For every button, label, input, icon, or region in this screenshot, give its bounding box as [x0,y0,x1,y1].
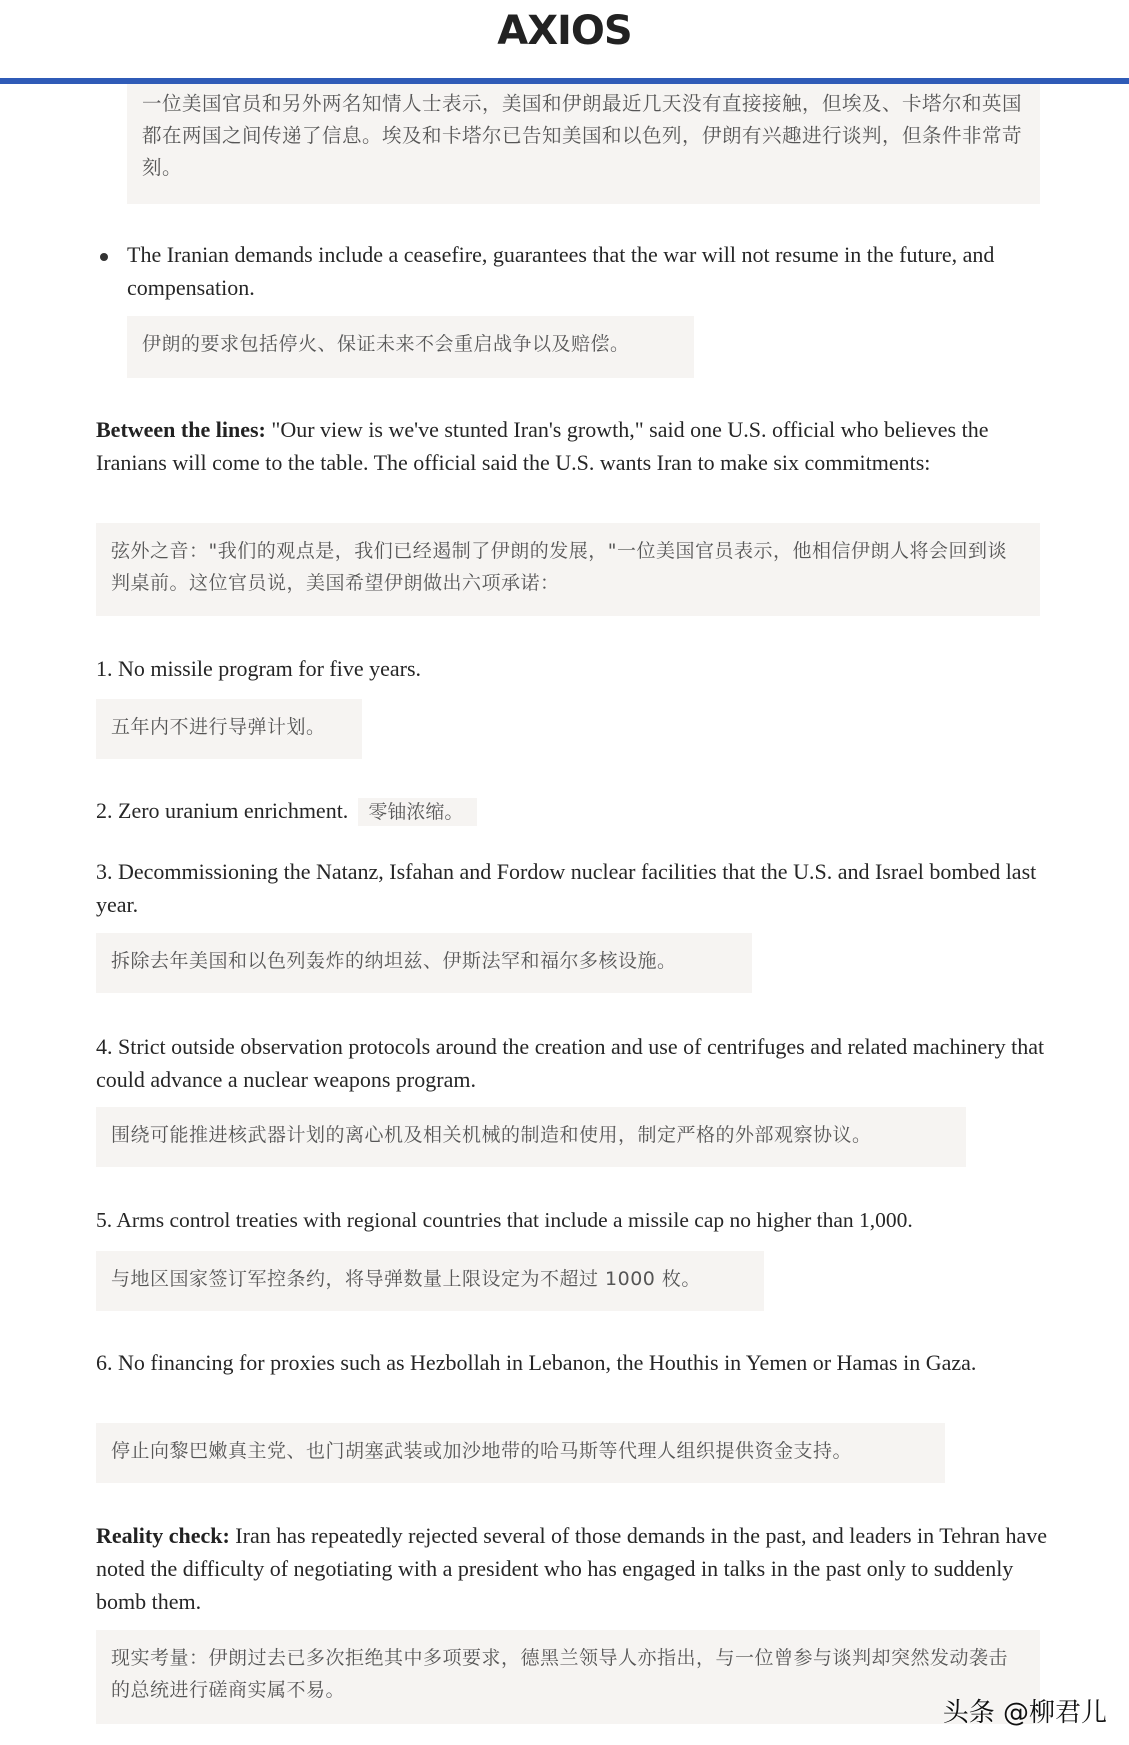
reality-check-label: Reality check: [96,1523,230,1548]
between-the-lines-paragraph [96,413,1056,479]
commitment-5-translation: 与地区国家签订军控条约，将导弹数量上限设定为不超过 1000 枚。 [96,1251,764,1311]
axios-logo[interactable]: AXIOS [497,8,632,54]
commitment-3: 3. Decommissioning the Natanz, Isfahan and Fordow nuclear facilities that the U.S. and Israel bombed last year. [96,859,1037,917]
commitment-5: 5. Arms control treaties with regional countries that include a missile cap no higher than 1,000. [96,1208,913,1232]
commitment-3-translation: 拆除去年美国和以色列轰炸的纳坦兹、伊斯法罕和福尔多核设施。 [96,933,752,993]
commitment-1-translation: 五年内不进行导弹计划。 [96,699,362,759]
source-watermark: 头条 @柳君儿 [942,1698,1107,1728]
between-the-lines-translation: 弦外之音："我们的观点是，我们已经遏制了伊朗的发展，"一位美国官员表示，他相信伊朗人将会回到谈判桌前。这位官员说，美国希望伊朗做出六项承诺： [96,523,1040,616]
commitment-6-translation: 停止向黎巴嫩真主党、也门胡塞武装或加沙地带的哈马斯等代理人组织提供资金支持。 [96,1423,945,1483]
reality-check-paragraph [96,1519,1056,1618]
bullet-translation: 伊朗的要求包括停火、保证未来不会重启战争以及赔偿。 [127,316,694,378]
commitment-4-translation: 围绕可能推进核武器计划的离心机及相关机械的制造和使用，制定严格的外部观察协议。 [96,1107,966,1167]
reality-check-translation: 现实考量：伊朗过去已多次拒绝其中多项要求，德黑兰领导人亦指出，与一位曾参与谈判却突然发动袭击的总统进行磋商实属不易。 [96,1630,1040,1724]
bullet-dot [100,253,108,261]
commitment-1: 1. No missile program for five years. [96,656,422,681]
bullet-text: The Iranian demands include a ceasefire, guarantees that the war will not resume in the future, and compensation. [127,242,995,300]
reality-check-text: Iran has repeatedly rejected several of those demands in the past, and leaders in Tehran have noted the difficulty of negotiating with a president who has engaged in talks in the past only to suddenly bomb them. [96,1523,1048,1614]
commitment-6: 6. No financing for proxies such as Hezbollah in Lebanon, the Houthis in Yemen or Hamas in Gaza. [96,1350,977,1375]
commitment-2-translation: 零铀浓缩。 [358,798,477,826]
commitment-2 [96,794,1056,827]
between-the-lines-label: Between the lines: [96,417,266,442]
commitment-2-text: 2. Zero uranium enrichment. [96,798,349,823]
site-header [0,0,1129,80]
commitment-4: 4. Strict outside observation protocols around the creation and use of centrifuges and related machinery that could advance a nuclear weapons program. [96,1034,1045,1092]
intro-translation: 一位美国官员和另外两名知情人士表示，美国和伊朗最近几天没有直接接触，但埃及、卡塔尔和英国都在两国之间传递了信息。埃及和卡塔尔已告知美国和以色列，伊朗有兴趣进行谈判，但条件非常苛刻。 [127,84,1040,204]
between-the-lines-text: "Our view is we've stunted Iran's growth," said one U.S. official who believes the Iranians will come to the table. The official said the U.S. wants Iran to make six commitments: [96,417,989,475]
